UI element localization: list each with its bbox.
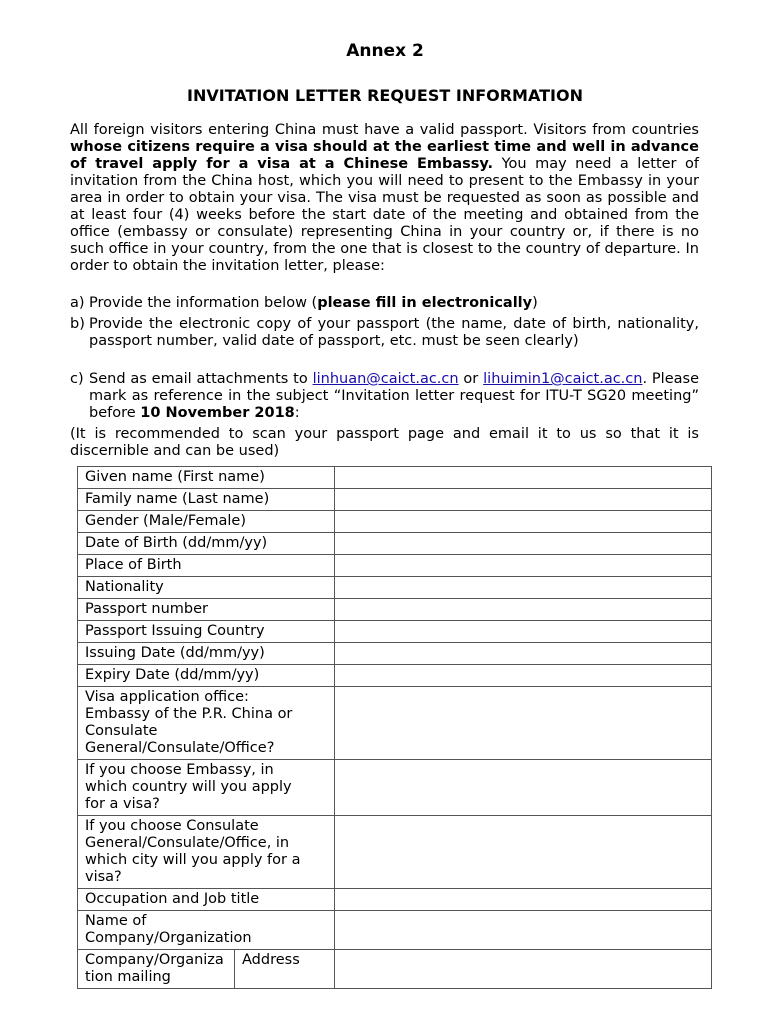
item-text: Provide the electronic copy of your passport (the name, date of birth, nationality, passport number, valid date of passport, etc. must be seen clearly) [89,316,699,349]
email-link-lihuimin[interactable]: lihuimin1@caict.ac.cn [483,371,643,387]
item-a-bold: please fill in electronically [317,295,533,311]
table-row [78,816,712,889]
item-marker: b) [70,316,85,332]
table-row [78,511,712,533]
deadline-date: 10 November 2018 [140,405,295,421]
given-name-field[interactable] [335,467,712,489]
table-row [78,889,712,911]
embassy-country-field[interactable] [335,760,712,816]
info-form-table [77,466,712,989]
form-label: Date of Birth (dd/mm/yy) [78,533,335,555]
gender-field[interactable] [335,511,712,533]
form-label: Passport number [78,599,335,621]
form-label: Gender (Male/Female) [78,511,335,533]
item-a-pre: Provide the information below ( [89,295,318,311]
intro-text-start: All foreign visitors entering China must have a valid passport. Visitors from countries [70,122,699,138]
intro-text-end: You may need a letter of invitation from the China host, which you will need to present to the Embassy in your area in order to obtain your visa. The visa must be requested as soon as possible and at least four (4) weeks before the start date of the meeting and obtained from the office (embassy or consulate) representing China in your country or, if there is no such office in your country, from the one that is closest to the country of departure. In order to obtain the invitation letter, please: [70,156,699,274]
form-label: Issuing Date (dd/mm/yy) [78,643,335,665]
form-label: Family name (Last name) [78,489,335,511]
item-text [89,371,699,422]
scan-note: (It is recommended to scan your passport page and email it to us so that it is discernible and can be used) [70,426,699,459]
item-a-post: ) [532,295,538,311]
annex-heading: Annex 2 [346,41,424,61]
form-label: Company/Organiza tion mailing [78,950,235,989]
consulate-city-field[interactable] [335,816,712,889]
email-link-linhuan[interactable]: linhuan@caict.ac.cn [312,371,459,387]
visa-office-field[interactable] [335,687,712,760]
page-title: INVITATION LETTER REQUEST INFORMATION [187,86,583,105]
form-label: If you choose Embassy, in which country will you apply for a visa? [78,760,335,816]
dob-field[interactable] [335,533,712,555]
item-c-pre: Send as email attachments to [89,371,313,387]
nationality-field[interactable] [335,577,712,599]
table-row [78,665,712,687]
item-c-post: . Please mark as reference in the subject “Invitation letter request for ITU-T SG20 meeting” before [89,371,699,421]
item-c-mid: or [458,371,484,387]
instruction-item-c [70,371,699,422]
table-row [78,577,712,599]
table-row [78,533,712,555]
form-label: Passport Issuing Country [78,621,335,643]
intro-bold-visa-notice: whose citizens require a visa should at the earliest time and well in advance of travel apply for a visa at a Chinese Embassy. [70,139,699,172]
table-row [78,467,712,489]
table-row [78,599,712,621]
item-marker: a) [70,295,85,311]
table-row [78,621,712,643]
form-label: Occupation and Job title [78,889,335,911]
form-label: Place of Birth [78,555,335,577]
address-label: Address [235,950,335,989]
item-text [89,295,699,312]
instruction-item-a [70,295,699,312]
table-row [78,489,712,511]
form-label: Given name (First name) [78,467,335,489]
table-row [78,555,712,577]
expiry-date-field[interactable] [335,665,712,687]
form-label: Name of Company/Organization [78,911,335,950]
form-label: Visa application office: Embassy of the P.R. China or Consulate General/Consulate/Office? [78,687,335,760]
pob-field[interactable] [335,555,712,577]
item-marker: c) [70,371,84,387]
intro-paragraph [70,122,699,275]
occupation-field[interactable] [335,889,712,911]
table-row [78,950,712,989]
company-name-field[interactable] [335,911,712,950]
passport-number-field[interactable] [335,599,712,621]
table-row [78,687,712,760]
issuing-date-field[interactable] [335,643,712,665]
company-address-field[interactable] [335,950,712,989]
table-row [78,643,712,665]
form-label: If you choose Consulate General/Consulate/Office, in which city will you apply for a visa? [78,816,335,889]
table-row [78,760,712,816]
issuing-country-field[interactable] [335,621,712,643]
form-label: Expiry Date (dd/mm/yy) [78,665,335,687]
table-row [78,911,712,950]
instruction-item-b [70,316,699,350]
item-c-end: : [294,405,300,421]
family-name-field[interactable] [335,489,712,511]
form-label: Nationality [78,577,335,599]
